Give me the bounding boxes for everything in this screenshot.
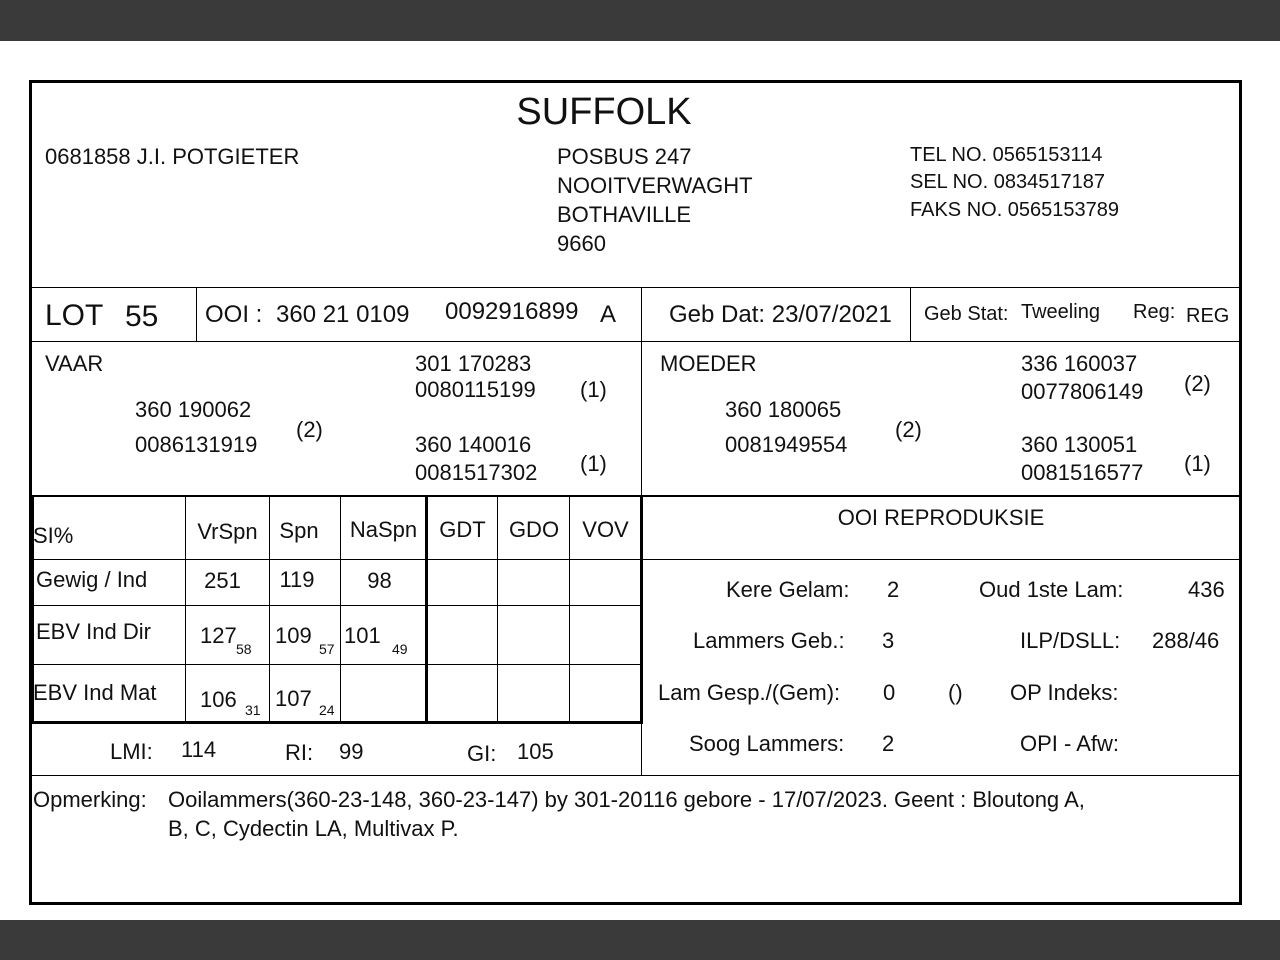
sire-dam-reg-number: 0081517302 [415,460,538,485]
header-vrspn: VrSpn [197,519,258,544]
lambs-weaned-value: 0 [883,680,896,705]
ilp-dsll-value: 288/46 [1152,628,1220,653]
address-line-2: NOOITVERWAGHT [557,173,753,198]
birth-status-label: Geb Stat: [924,303,1009,325]
card-border-top [29,80,1242,83]
lambs-born-label: Lammers Geb.: [693,628,845,653]
header-vov: VOV [582,517,629,542]
perf-table-row-1 [33,559,641,560]
lambs-born-value: 3 [882,628,895,653]
ebv-dir-spn-accuracy: 57 [319,641,335,657]
row-label-ebv-mat: EBV Ind Mat [33,680,157,705]
row-label-gewig: Gewig / Ind [36,567,148,592]
opi-deviation-label: OPI - Afw: [1020,731,1120,756]
gi-label: GI: [467,741,497,766]
dam-sire-id: 336 160037 [1021,351,1138,376]
registration-value: REG [1186,305,1230,327]
ri-value: 99 [339,739,364,764]
card-border-bottom [29,902,1242,905]
remarks-label: Opmerking: [33,787,147,812]
header-gdo: GDO [508,517,560,542]
divider-lot-v2 [641,288,642,341]
ilp-dsll-label: ILP/DSLL: [1020,628,1121,653]
gewig-naspn: 98 [367,568,392,593]
gi-value: 105 [517,739,554,764]
ebv-mat-vrspn-accuracy: 31 [245,702,261,718]
ebv-dir-naspn-accuracy: 49 [392,641,408,657]
ebv-mat-spn-accuracy: 24 [319,702,335,718]
card-border-left [29,80,32,905]
ebv-mat-spn: 107 [275,686,312,711]
card-border-right [1239,80,1242,905]
ebv-dir-naspn: 101 [344,623,381,648]
header-spn: Spn [279,518,319,543]
lambs-suckled-label: Soog Lammers: [689,731,845,756]
ewe-label: OOI : [205,301,263,328]
age-first-lamb-label: Oud 1ste Lam: [979,577,1124,602]
divider-lot-v3 [910,288,911,341]
header-gdt: GDT [439,517,486,542]
divider-repro-title [642,559,1240,560]
address-line-1: POSBUS 247 [557,144,692,169]
ebv-dir-vrspn-accuracy: 58 [236,641,252,657]
lmi-value: 114 [181,737,217,762]
fax-number: FAKS NO. 0565153789 [910,199,1120,221]
top-bar [0,0,1280,41]
sire-id: 360 190062 [135,397,252,422]
ebv-mat-vrspn: 106 [200,687,237,712]
remarks-line-2: B, C, Cydectin LA, Multivax P. [168,816,459,841]
ebv-dir-vrspn: 127 [200,623,237,648]
perf-table-border-bottom [31,721,643,724]
dam-reg-number: 0081949554 [725,432,848,457]
breed-title: SUFFOLK [516,91,692,133]
sire-reg-number: 0086131919 [135,432,258,457]
gewig-spn: 119 [279,567,315,592]
lambs-suckled-value: 2 [882,731,895,756]
tel-number: TEL NO. 0565153114 [910,144,1103,166]
header-naspn: NaSpn [349,517,418,542]
ewe-grade: A [600,301,617,328]
times-lambed-value: 2 [887,577,900,602]
reproduction-title: OOI REPRODUKSIE [837,505,1045,530]
dam-grade: (2) [895,417,922,442]
op-index-label: OP Indeks: [1010,680,1119,705]
remarks-line-1: Ooilammers(360-23-148, 360-23-147) by 301-20116 gebore - 17/07/2023. Geent : Bloutong A, [168,787,1085,812]
address-line-3: BOTHAVILLE [557,202,692,227]
lot-number: 55 [125,300,159,333]
birth-date: Geb Dat: 23/07/2021 [669,301,892,328]
dam-dam-reg-number: 0081516577 [1021,460,1144,485]
dam-sire-reg-number: 0077806149 [1021,379,1144,404]
divider-header [31,287,1240,288]
times-lambed-label: Kere Gelam: [726,577,850,602]
birth-status: Tweeling [1021,301,1100,323]
dam-label: MOEDER [660,351,757,376]
perf-table-row-2 [33,605,641,606]
dam-dam-id: 360 130051 [1021,432,1138,457]
divider-remarks [31,775,1240,776]
sire-label: VAAR [45,351,104,376]
ewe-reg-number: 0092916899 [445,298,579,325]
sire-grade: (2) [296,417,323,442]
divider-pedigree [31,495,1240,497]
sire-dam-grade: (1) [580,451,607,476]
owner-name: 0681858 J.I. POTGIETER [45,144,300,169]
sire-sire-grade: (1) [580,377,607,402]
dam-sire-grade: (2) [1184,371,1211,396]
sire-sire-id: 301 170283 [415,351,532,376]
registration-label: Reg: [1133,301,1176,323]
row-label-ebv-dir: EBV Ind Dir [36,619,151,644]
divider-lot [31,341,1240,342]
ri-label: RI: [285,740,314,765]
ebv-dir-spn: 109 [275,623,312,648]
bottom-bar [0,920,1280,960]
header-si-percent: SI% [33,523,74,548]
dam-dam-grade: (1) [1184,451,1211,476]
address-line-4: 9660 [557,231,606,256]
age-first-lamb-value: 436 [1188,577,1225,602]
lmi-label: LMI: [110,739,153,764]
cell-number: SEL NO. 0834517187 [910,171,1105,193]
divider-lot-v1 [196,288,197,341]
lambs-weaned-average: () [948,680,963,705]
gewig-vrspn: 251 [204,568,241,593]
lot-label: LOT [45,299,104,332]
lambs-weaned-label: Lam Gesp./(Gem): [658,680,841,705]
dam-id: 360 180065 [725,397,842,422]
sire-sire-reg-number: 0080115199 [415,377,536,402]
perf-table-row-3 [33,664,641,665]
ewe-id: 360 21 0109 [276,301,410,328]
sire-dam-id: 360 140016 [415,432,532,457]
